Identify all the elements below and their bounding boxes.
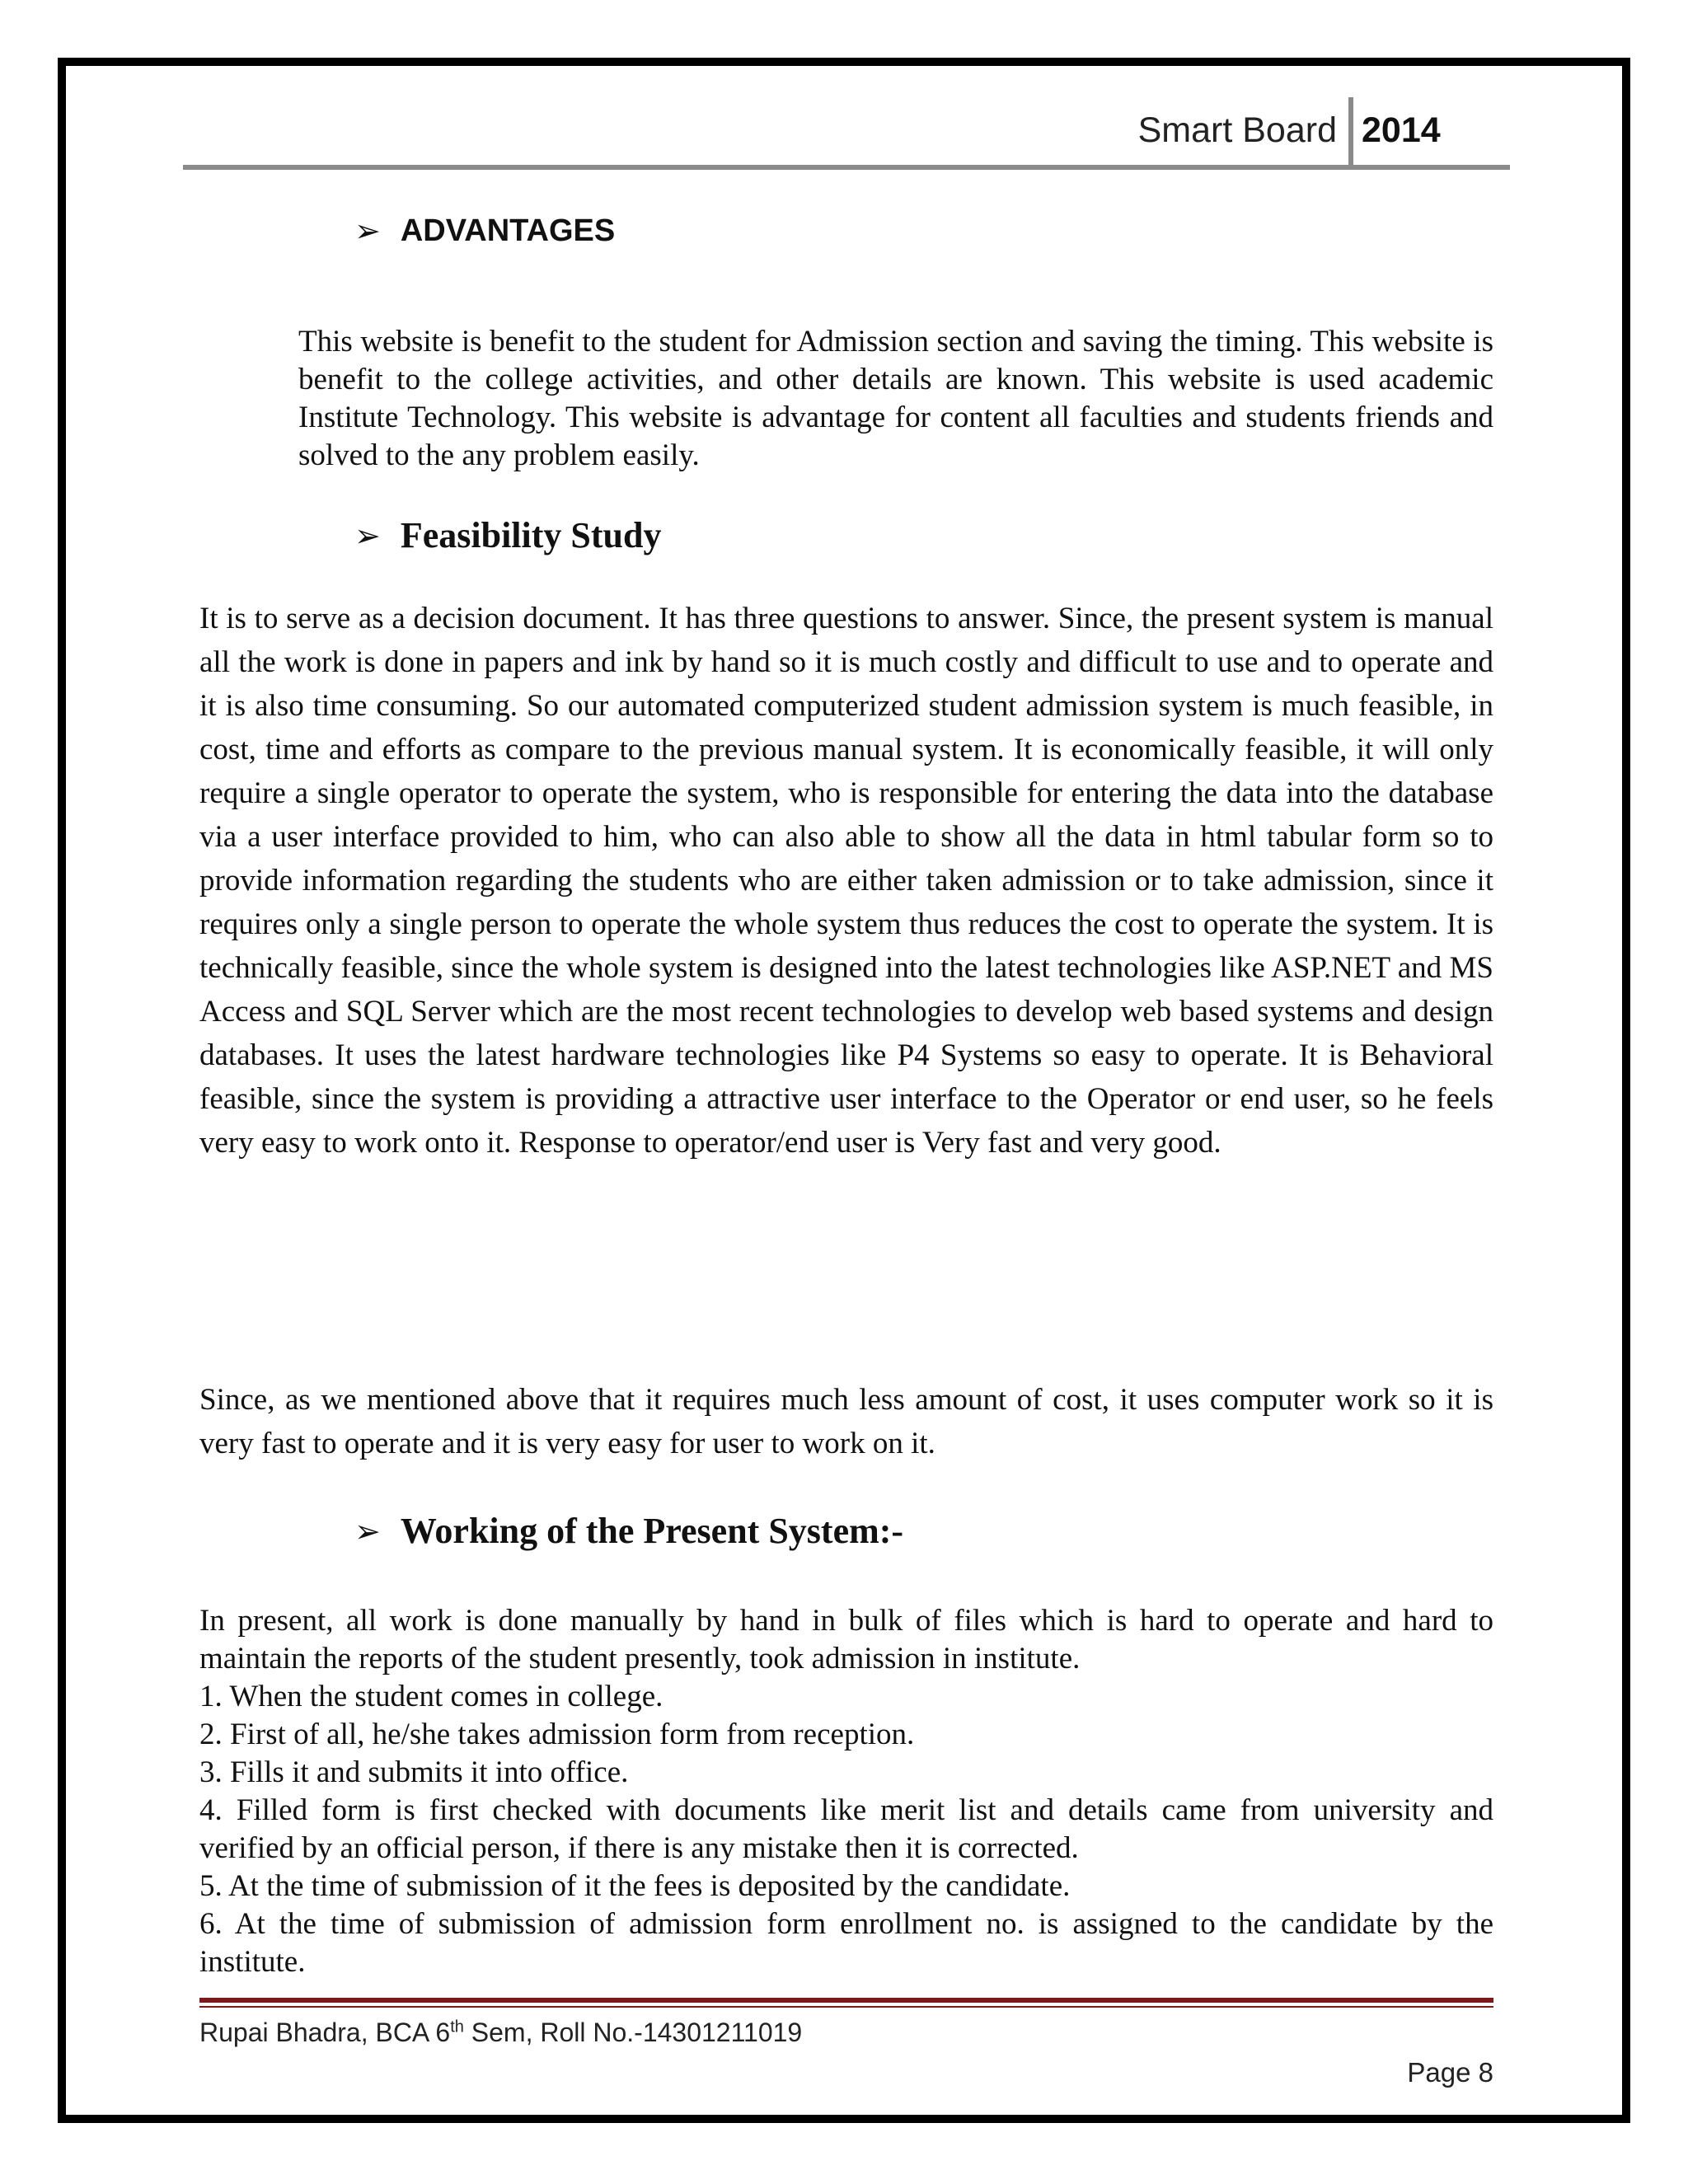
header-rule	[183, 165, 1510, 170]
page-header	[183, 97, 1510, 168]
footer-rule-thin	[199, 2006, 1493, 2008]
list-item: 5. At the time of submission of it the fees is deposited by the candidate.	[199, 1869, 1071, 1903]
page-number: Page 8	[1407, 2057, 1493, 2088]
header-title: Smart Board	[1137, 110, 1337, 150]
header-year: 2014	[1362, 110, 1441, 150]
advantages-heading-text: ADVANTAGES	[400, 213, 616, 248]
working-body	[199, 1602, 1493, 1981]
list-item: 4. Filled form is first checked with documents like merit list and details came from university and verified by an official person, if there is any mistake then it is corrected.	[199, 1793, 1493, 1865]
header-divider	[1348, 97, 1353, 165]
list-item: 3. Fills it and submits it into office.	[199, 1755, 629, 1789]
footer-rule	[199, 1998, 1493, 2003]
arrow-bullet-icon: ➢	[354, 213, 381, 249]
footer-author	[199, 2018, 802, 2048]
working-heading	[354, 1510, 903, 1552]
footer-author-sup: th	[450, 2018, 464, 2036]
feasibility-paragraph-1: It is to serve as a decision document. It has three questions to answer. Since, the present system is manual all the work is done in papers and ink by hand so it is much costly and difficult to use and to operate and it is also time consuming. So our automated computerized student admission system is much feasible, in cost, time and efforts as compare to the previous manual system. It is economically feasible, it will only require a single operator to operate the system, who is responsible for entering the data into the database via a user interface provided to him, who can also able to show all the data in html tabular form so to provide information regarding the students who are either taken admission or to take admission, since it requires only a single person to operate the whole system thus reduces the cost to operate the system. It is technically feasible, since the whole system is designed into the latest technologies like ASP.NET and MS Access and SQL Server which are the most recent technologies to develop web based systems and design databases. It uses the latest hardware technologies like P4 Systems so easy to operate. It is Behavioral feasible, since the system is providing a attractive user interface to the Operator or end user, so he feels very easy to work onto it. Response to operator/end user is Very fast and very good.	[199, 602, 1493, 1160]
footer-author-prefix: Rupai Bhadra, BCA 6	[199, 2018, 451, 2047]
feasibility-body-2	[199, 1378, 1493, 1465]
footer-author-suffix: Sem, Roll No.-14301211019	[463, 2018, 803, 2047]
arrow-bullet-icon: ➢	[354, 1512, 381, 1549]
working-heading-text: Working of the Present System:-	[400, 1511, 904, 1551]
feasibility-heading-text: Feasibility Study	[400, 515, 662, 555]
working-intro: In present, all work is done manually by hand in bulk of files which is hard to operate and hard to maintain the reports of the student presently, took admission in institute.	[199, 1604, 1493, 1675]
advantages-heading	[354, 213, 615, 249]
feasibility-body	[199, 597, 1493, 1165]
list-item: 1. When the student comes in college.	[199, 1680, 663, 1713]
feasibility-paragraph-2: Since, as we mentioned above that it requires much less amount of cost, it uses computer work so it is very fast to operate and it is very easy for user to work on it.	[199, 1383, 1493, 1460]
list-item: 6. At the time of submission of admission form enrollment no. is assigned to the candidate by the institute.	[199, 1907, 1493, 1979]
list-item: 2. First of all, he/she takes admission form from reception.	[199, 1718, 915, 1751]
advantages-paragraph: This website is benefit to the student for Admission section and saving the timing. This website is benefit to the college activities, and other details are known. This website is used academic Institute Technology. This website is advantage for content all faculties and students friends and solved to the any problem easily.	[298, 325, 1493, 472]
arrow-bullet-icon: ➢	[354, 517, 381, 554]
feasibility-heading	[354, 514, 661, 556]
advantages-body	[298, 323, 1493, 475]
